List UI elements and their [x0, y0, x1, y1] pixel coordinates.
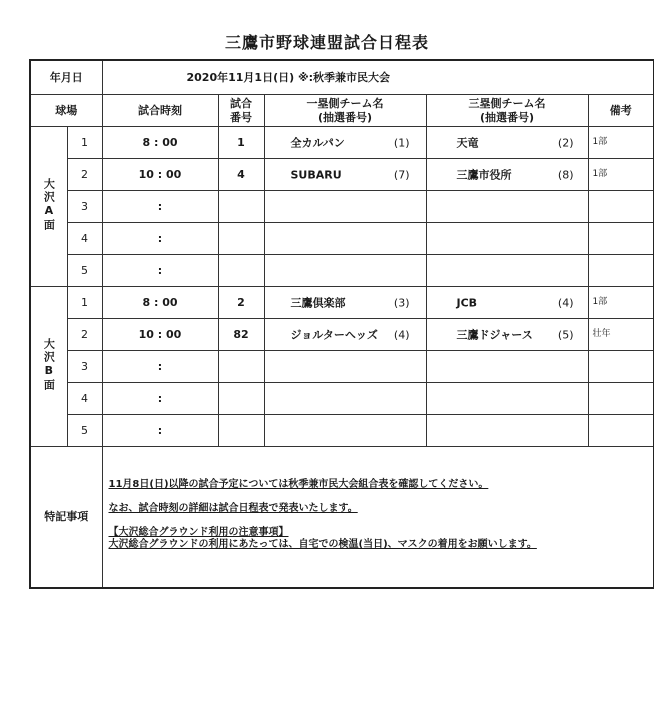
game-number: [218, 223, 264, 255]
slot-number: 3: [67, 191, 102, 223]
note-spacer: [109, 515, 654, 527]
remark: 壮年: [588, 319, 654, 351]
lottery-number: (4): [393, 327, 410, 341]
schedule-row: [30, 351, 654, 383]
remark: [588, 383, 654, 415]
lottery-number: (7): [393, 167, 410, 181]
game-time: :: [102, 223, 218, 255]
header-first-line2: (抽選番号): [317, 110, 373, 124]
game-number: 4: [218, 159, 264, 191]
lottery-number: (3): [393, 295, 410, 309]
header-game-no-line2: 番号: [230, 110, 252, 124]
third-base-team: [426, 415, 588, 447]
slot-number: 5: [67, 255, 102, 287]
venue-cell: [30, 127, 67, 287]
third-base-team: [426, 383, 588, 415]
third-base-team: [426, 159, 588, 191]
note-line: 11月8日(日)以降の試合予定については秋季兼市民大会組合表を確認してください。: [108, 479, 489, 490]
header-game-no-line1: 試合: [230, 97, 252, 111]
team-name: SUBARU: [290, 167, 342, 181]
team-name: 天竜: [456, 135, 479, 149]
game-number: [218, 415, 264, 447]
note-line: 大沢総合グラウンドの利用にあたっては、自宅での検温(当日)、マスクの着用をお願いします。: [108, 539, 537, 550]
game-number: 2: [218, 287, 264, 319]
team-name: 三鷹倶楽部: [290, 295, 346, 309]
game-time: 8 : 00: [102, 127, 218, 159]
header-first-base: [264, 95, 426, 127]
first-base-team: [264, 319, 426, 351]
header-game-no: [218, 95, 264, 127]
remark: [588, 351, 654, 383]
first-base-team: [264, 351, 426, 383]
first-base-team: [264, 191, 426, 223]
notes-row: [30, 447, 654, 589]
header-third-line2: (抽選番号): [479, 110, 535, 124]
lottery-number: (1): [393, 135, 410, 149]
game-time: 10 : 00: [102, 319, 218, 351]
header-row: [30, 95, 654, 127]
slot-number: 3: [67, 351, 102, 383]
schedule-row: [30, 255, 654, 287]
game-number: 82: [218, 319, 264, 351]
first-base-team: [264, 159, 426, 191]
game-number: [218, 383, 264, 415]
game-number: [218, 255, 264, 287]
slot-number: 2: [67, 159, 102, 191]
venue-name: 大沢B面: [42, 337, 56, 392]
third-base-team: [426, 223, 588, 255]
schedule-row: [30, 319, 654, 351]
third-base-team: [426, 319, 588, 351]
first-base-team: [264, 223, 426, 255]
remark: [588, 223, 654, 255]
lottery-number: (5): [557, 327, 574, 341]
schedule-row: [30, 383, 654, 415]
remark: [588, 191, 654, 223]
remark: 1部: [588, 127, 654, 159]
third-base-team: [426, 191, 588, 223]
schedule-row: [30, 127, 654, 159]
note-line: なお、試合時刻の詳細は試合日程表で発表いたします。: [108, 503, 358, 514]
remark: 1部: [588, 159, 654, 191]
first-base-team: [264, 127, 426, 159]
lottery-number: (2): [557, 135, 574, 149]
third-base-team: [426, 127, 588, 159]
game-number: [218, 351, 264, 383]
header-venue: 球場: [30, 95, 102, 127]
team-name: JCB: [456, 295, 478, 309]
venue-name: 大沢A面: [42, 177, 56, 232]
remark: 1部: [588, 287, 654, 319]
schedule-table: [29, 59, 654, 589]
schedule-row: [30, 159, 654, 191]
third-base-team: [426, 287, 588, 319]
first-base-team: [264, 287, 426, 319]
date-label: 年月日: [30, 60, 102, 95]
header-first-line1: 一塁側チーム名: [306, 97, 384, 111]
header-third-line1: 三塁側チーム名: [468, 97, 546, 111]
game-time: :: [102, 415, 218, 447]
game-time: :: [102, 383, 218, 415]
note-line: 【大沢総合グラウンド利用の注意事項】: [108, 527, 289, 538]
slot-number: 1: [67, 127, 102, 159]
schedule-row: [30, 223, 654, 255]
third-base-team: [426, 351, 588, 383]
team-name: 三鷹市役所: [456, 167, 512, 181]
venue-cell: [30, 287, 67, 447]
game-time: :: [102, 255, 218, 287]
slot-number: 2: [67, 319, 102, 351]
remark: [588, 415, 654, 447]
notes-label: 特記事項: [30, 447, 102, 589]
game-time: :: [102, 351, 218, 383]
third-base-team: [426, 255, 588, 287]
game-time: :: [102, 191, 218, 223]
slot-number: 1: [67, 287, 102, 319]
game-number: 1: [218, 127, 264, 159]
date-row: [30, 60, 654, 95]
header-time: 試合時刻: [102, 95, 218, 127]
game-time: 8 : 00: [102, 287, 218, 319]
header-remarks: 備考: [588, 95, 654, 127]
first-base-team: [264, 255, 426, 287]
team-name: ジョルターヘッズ: [290, 327, 378, 341]
first-base-team: [264, 415, 426, 447]
team-name: 三鷹ドジャース: [456, 327, 533, 341]
note-spacer: [109, 491, 654, 503]
team-name: 全カルパン: [290, 135, 345, 149]
lottery-number: (8): [557, 167, 574, 181]
schedule-row: [30, 287, 654, 319]
schedule-row: [30, 191, 654, 223]
slot-number: 5: [67, 415, 102, 447]
game-time: 10 : 00: [102, 159, 218, 191]
page-title: 三鷹市野球連盟試合日程表: [224, 33, 429, 52]
slot-number: 4: [67, 223, 102, 255]
remark: [588, 255, 654, 287]
schedule-row: [30, 415, 654, 447]
game-number: [218, 191, 264, 223]
header-third-base: [426, 95, 588, 127]
first-base-team: [264, 383, 426, 415]
slot-number: 4: [67, 383, 102, 415]
notes-body: [102, 447, 654, 589]
lottery-number: (4): [557, 295, 574, 309]
date-value: 2020年11月1日(日) ※:秋季兼市民大会: [102, 60, 654, 95]
